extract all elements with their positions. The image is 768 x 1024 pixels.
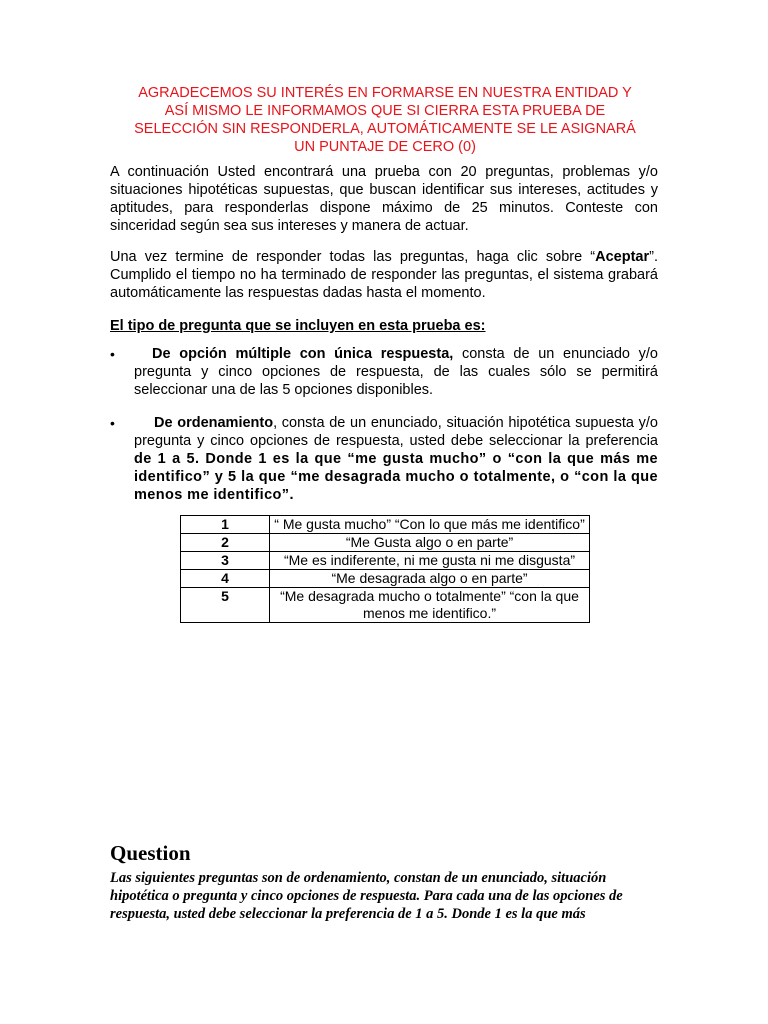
instructions-text-end: ”. Cumplido el tiempo no ha terminado de responder las preguntas, el sistema grabará automáticamente las respuestas dadas hasta el momento. — [110, 249, 658, 301]
type-multiple-desc: consta de un enunciado y/o pregunta y cinco opciones de respuesta, de las cuales sólo se permitirá seleccionar una de las 5 opciones disponibles. — [134, 346, 658, 398]
bullet-icon: • — [110, 415, 115, 431]
type-ordering — [134, 414, 658, 504]
table-row — [181, 534, 590, 552]
table-row — [181, 588, 590, 623]
type-multiple-title: De opción múltiple con única respuesta, — [152, 346, 454, 362]
scale-description: “ Me gusta mucho” “Con lo que más me identifico” — [270, 516, 590, 534]
instructions-paragraph — [110, 248, 658, 302]
bullet-icon: • — [110, 346, 115, 362]
scale-number: 1 — [181, 516, 270, 534]
scale-description: “Me Gusta algo o en parte” — [270, 534, 590, 552]
accept-keyword: Aceptar — [595, 249, 650, 265]
intro-text: A continuación Usted encontrará una prueba con 20 preguntas, problemas y/o situaciones hipotéticas supuestas, que buscan identificar sus intereses, actitudes y aptitudes, para responderlas dispone máximo de 25 minutos. Conteste con sinceridad según sea sus intereses y manera de actuar. — [110, 164, 658, 234]
scale-description: “Me es indiferente, ni me gusta ni me disgusta” — [270, 552, 590, 570]
question-types-heading: El tipo de pregunta que se incluyen en esta prueba es: — [110, 318, 486, 334]
type-multiple-choice — [134, 345, 658, 399]
scale-number: 2 — [181, 534, 270, 552]
warning-line: UN PUNTAJE DE CERO (0) — [294, 139, 476, 155]
scale-description: “Me desagrada algo o en parte” — [270, 570, 590, 588]
question-title: Question — [110, 841, 191, 865]
warning-notice — [110, 84, 660, 156]
type-ordering-scale: de 1 a 5. Donde 1 es la que “me gusta mucho” o “con la que más me identifico” y 5 la que “me desagrada mucho o totalmente, o “con la que menos me identifico”. — [134, 451, 658, 503]
type-ordering-title: De ordenamiento — [154, 415, 274, 431]
question-text: Las siguientes preguntas son de ordenamiento, constan de un enunciado, situación hipotética o pregunta y cinco opciones de respuesta. Para cada una de las opciones de respuesta, usted debe seleccionar la preferencia de 1 a 5. Donde 1 es la que más — [110, 870, 623, 922]
table-row — [181, 552, 590, 570]
scale-number: 4 — [181, 570, 270, 588]
type-ordering-desc: , consta de un enunciado, situación hipotética supuesta y/o pregunta y cinco opciones de respuesta, usted debe seleccionar la preferencia — [134, 415, 658, 449]
scale-number: 3 — [181, 552, 270, 570]
preference-scale-table — [180, 515, 590, 623]
warning-line: AGRADECEMOS SU INTERÉS EN FORMARSE EN NUESTRA ENTIDAD Y — [138, 85, 632, 101]
warning-line: ASÍ MISMO LE INFORMAMOS QUE SI CIERRA ESTA PRUEBA DE — [164, 103, 606, 119]
scale-description: “Me desagrada mucho o totalmente” “con la que menos me identifico.” — [270, 588, 590, 623]
table-row — [181, 516, 590, 534]
table-row — [181, 570, 590, 588]
intro-paragraph — [110, 163, 658, 235]
scale-number: 5 — [181, 588, 270, 623]
warning-line: SELECCIÓN SIN RESPONDERLA, AUTOMÁTICAMENTE SE LE ASIGNARÁ — [134, 121, 636, 137]
instructions-text-start: Una vez termine de responder todas las preguntas, haga clic sobre “ — [110, 249, 596, 265]
